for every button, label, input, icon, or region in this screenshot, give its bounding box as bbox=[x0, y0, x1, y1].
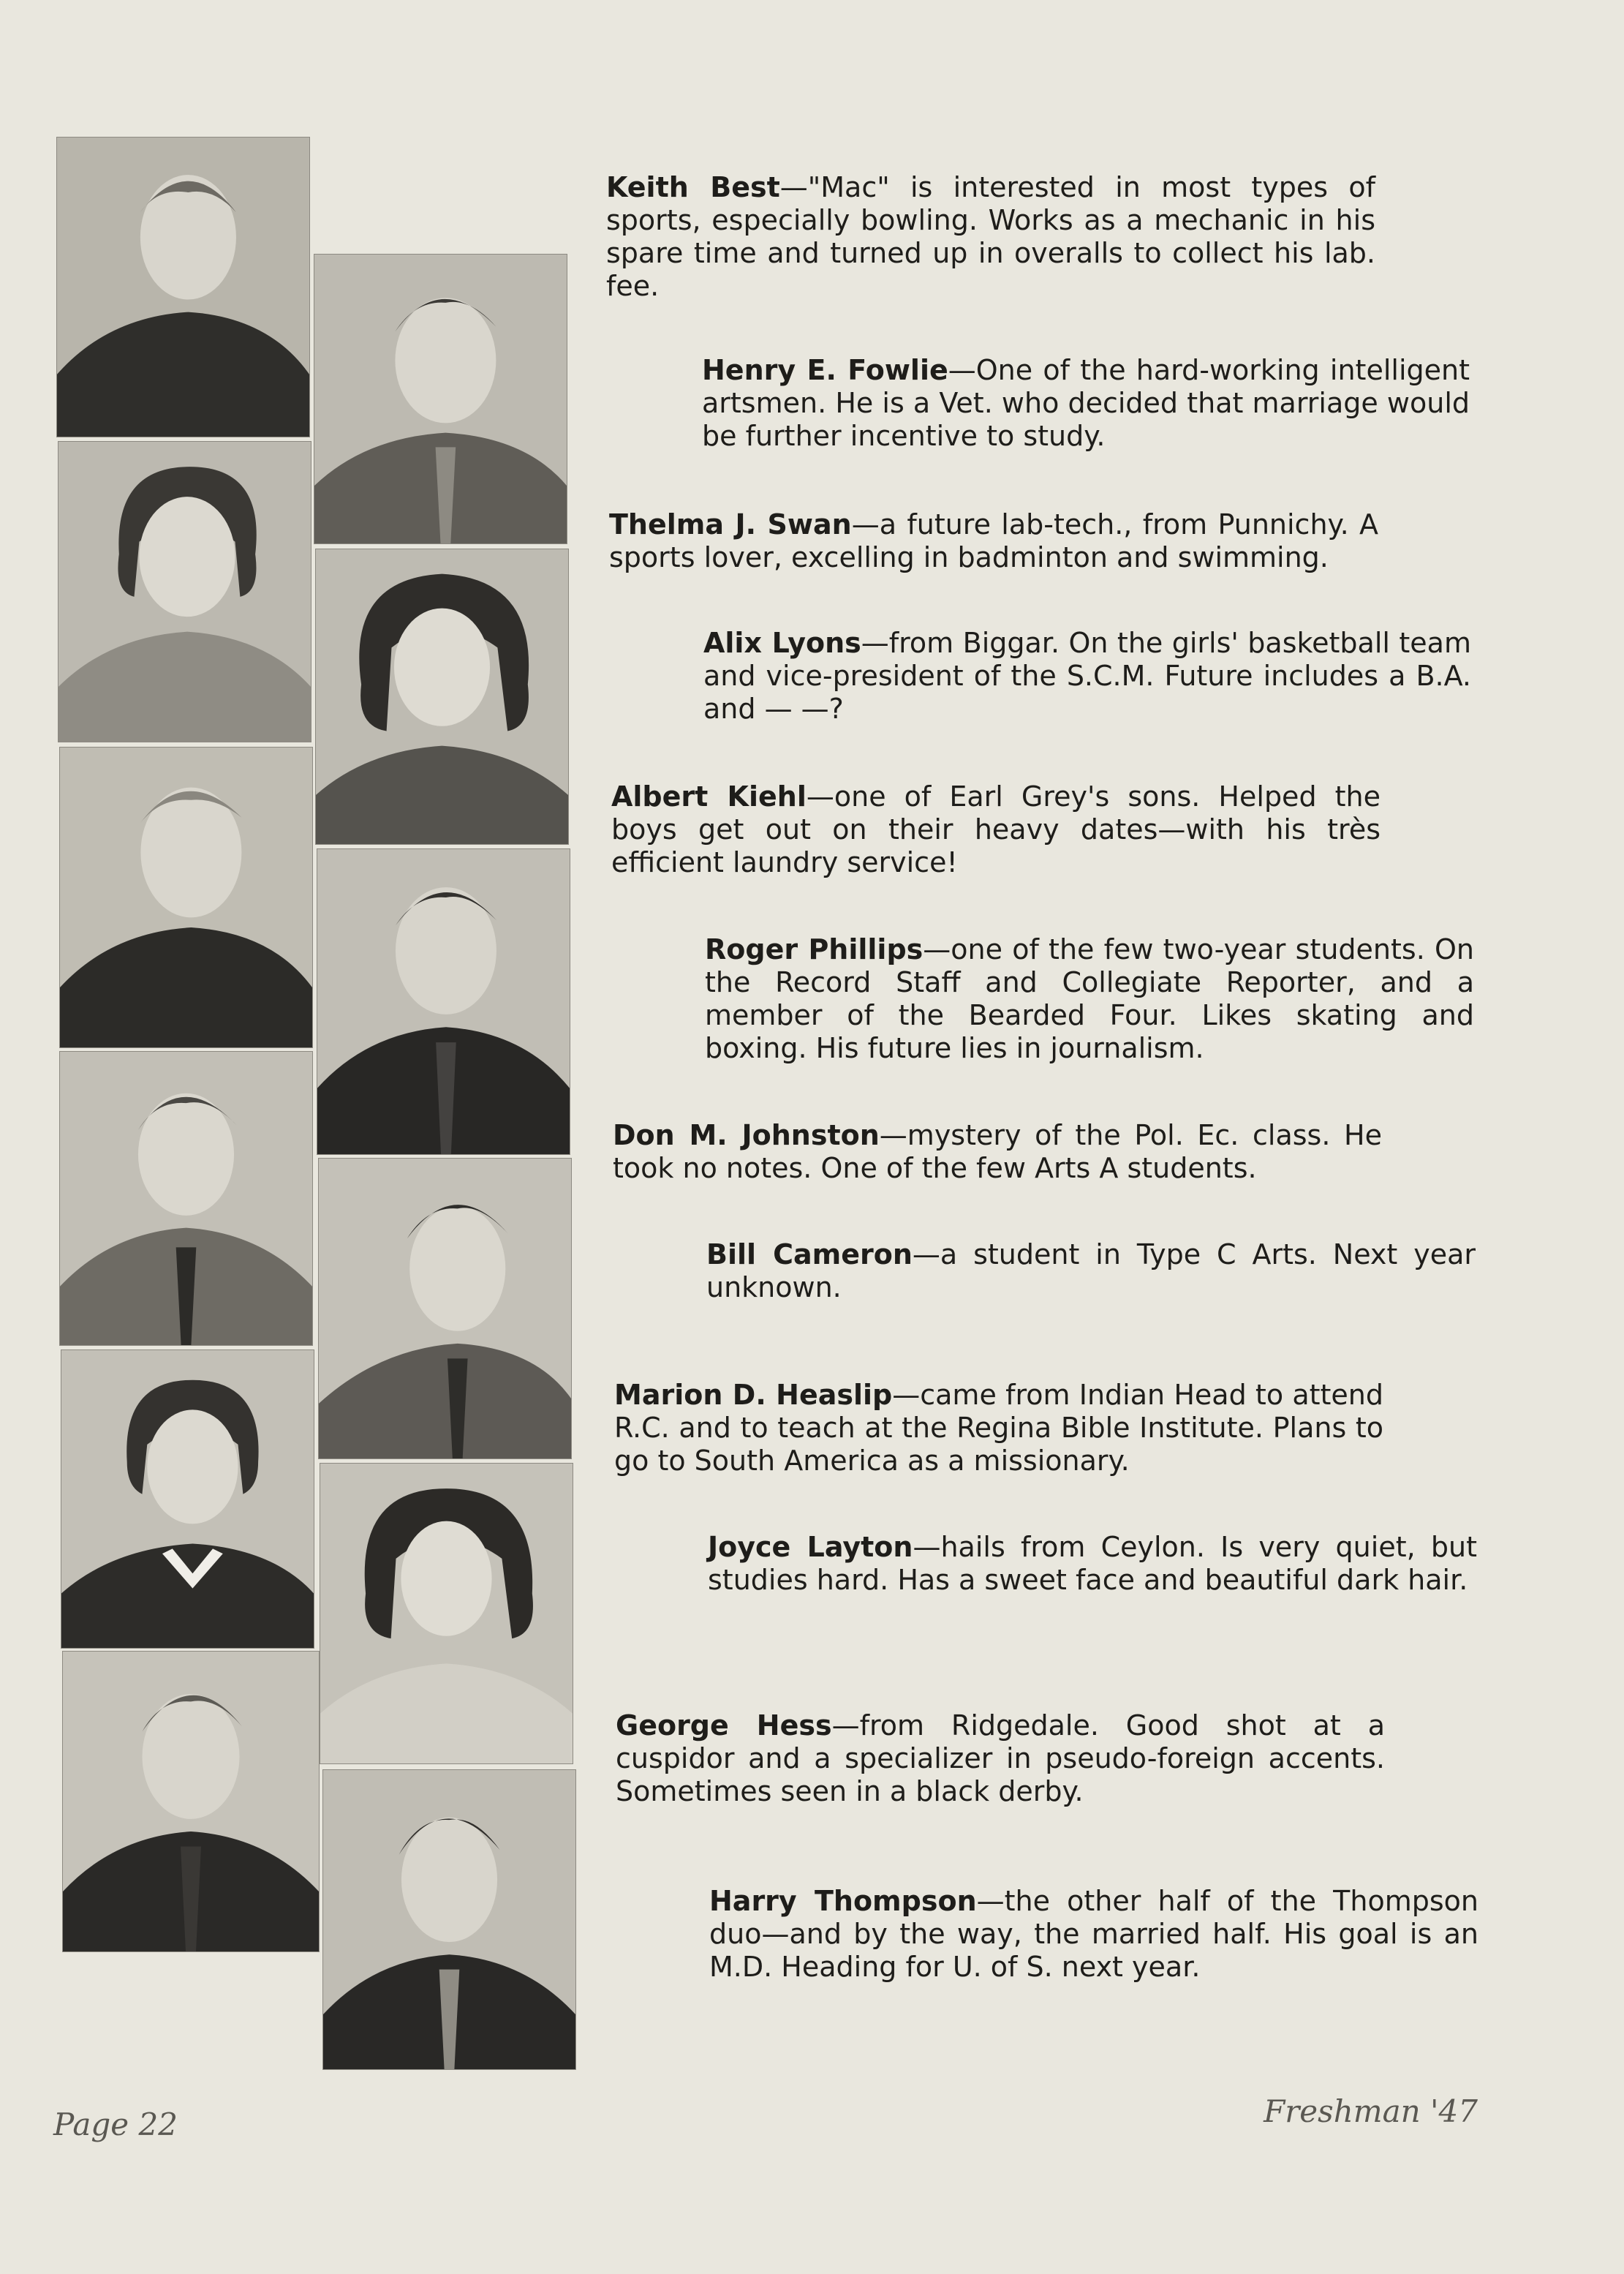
entry-text: —"Mac" is interested in most types of sports, especially bowling. Works as a mechanic in his spare time and turned up in overalls to collect his lab. fee. bbox=[606, 171, 1376, 302]
portrait-photo-joyce-layton bbox=[320, 1463, 573, 1764]
entry-roger-phillips bbox=[705, 933, 1474, 1065]
entry-name: Bill Cameron bbox=[706, 1238, 913, 1270]
entry-name: Albert Kiehl bbox=[611, 780, 807, 813]
entry-name: Don M. Johnston bbox=[613, 1119, 880, 1151]
entry-text: —a student in Type C Arts. Next year unknown. bbox=[706, 1238, 1476, 1303]
portrait-photo-harry-thompson bbox=[322, 1769, 576, 2070]
entry-albert-kiehl bbox=[611, 780, 1381, 879]
entry-george-hess bbox=[616, 1709, 1385, 1808]
entry-name: Marion D. Heaslip bbox=[614, 1379, 893, 1411]
entry-name: Henry E. Fowlie bbox=[702, 354, 948, 386]
entry-alix-lyons bbox=[703, 627, 1471, 726]
entry-name: George Hess bbox=[616, 1709, 832, 1742]
entry-name: Thelma J. Swan bbox=[609, 508, 852, 541]
entry-text: —the other half of the Thompson duo—and by the way, the married half. His goal is an M.D. Heading for U. of S. next year. bbox=[709, 1885, 1478, 1983]
entry-name: Joyce Layton bbox=[708, 1531, 913, 1563]
entry-text: —One of the hard-working intelligent artsmen. He is a Vet. who decided that marriage would be further incentive to study. bbox=[702, 354, 1470, 452]
portrait-photo-george-hess bbox=[62, 1651, 320, 1952]
portrait-photo-henry-fowlie bbox=[314, 254, 567, 544]
entry-henry-fowlie bbox=[702, 354, 1470, 453]
entry-text: —came from Indian Head to attend R.C. and to teach at the Regina Bible Institute. Plans to go to South America as a missionary. bbox=[614, 1379, 1383, 1477]
entry-text: —hails from Ceylon. Is very quiet, but studies hard. Has a sweet face and beautiful dark hair. bbox=[708, 1531, 1477, 1596]
entry-name: Harry Thompson bbox=[709, 1885, 977, 1917]
entry-marion-heaslip bbox=[614, 1379, 1383, 1477]
entry-don-johnston bbox=[613, 1119, 1382, 1185]
entry-name: Keith Best bbox=[606, 171, 780, 203]
entry-thelma-swan bbox=[609, 508, 1378, 574]
entry-text: —from Biggar. On the girls' basketball team and vice-president of the S.C.M. Future includes a B.A. and — —? bbox=[703, 627, 1471, 725]
portrait-photo-roger-phillips bbox=[317, 848, 570, 1155]
entry-text: —one of the few two-year students. On the Record Staff and Collegiate Reporter, and a member of the Bearded Four. Likes skating and boxing. His future lies in journalism. bbox=[705, 933, 1474, 1064]
portrait-photo-keith-best bbox=[56, 137, 310, 437]
entry-text: —a future lab-tech., from Punnichy. A sports lover, excelling in badminton and swimming. bbox=[609, 508, 1378, 573]
publication-title: Freshman '47 bbox=[1264, 2093, 1478, 2129]
entry-keith-best bbox=[606, 171, 1375, 303]
entry-harry-thompson bbox=[709, 1885, 1478, 1984]
entry-bill-cameron bbox=[706, 1238, 1476, 1304]
entry-joyce-layton bbox=[708, 1531, 1477, 1597]
entry-name: Roger Phillips bbox=[705, 933, 924, 965]
portrait-photo-alix-lyons bbox=[315, 549, 569, 845]
entry-text: —from Ridgedale. Good shot at a cuspidor and a specializer in pseudo-foreign accents. Sometimes seen in a black derby. bbox=[616, 1709, 1385, 1807]
entry-name: Alix Lyons bbox=[703, 627, 861, 659]
page-number: Page 22 bbox=[53, 2107, 178, 2142]
portrait-photo-don-johnston bbox=[59, 1051, 313, 1346]
portrait-photo-thelma-swan bbox=[58, 441, 311, 742]
entry-text: —mystery of the Pol. Ec. class. He took no notes. One of the few Arts A students. bbox=[613, 1119, 1382, 1184]
portrait-photo-marion-heaslip bbox=[61, 1349, 314, 1649]
entry-text: —one of Earl Grey's sons. Helped the boys get out on their heavy dates—with his très efficient laundry service! bbox=[611, 780, 1381, 878]
portrait-photo-albert-kiehl bbox=[59, 747, 313, 1048]
portrait-photo-bill-cameron bbox=[318, 1158, 572, 1459]
